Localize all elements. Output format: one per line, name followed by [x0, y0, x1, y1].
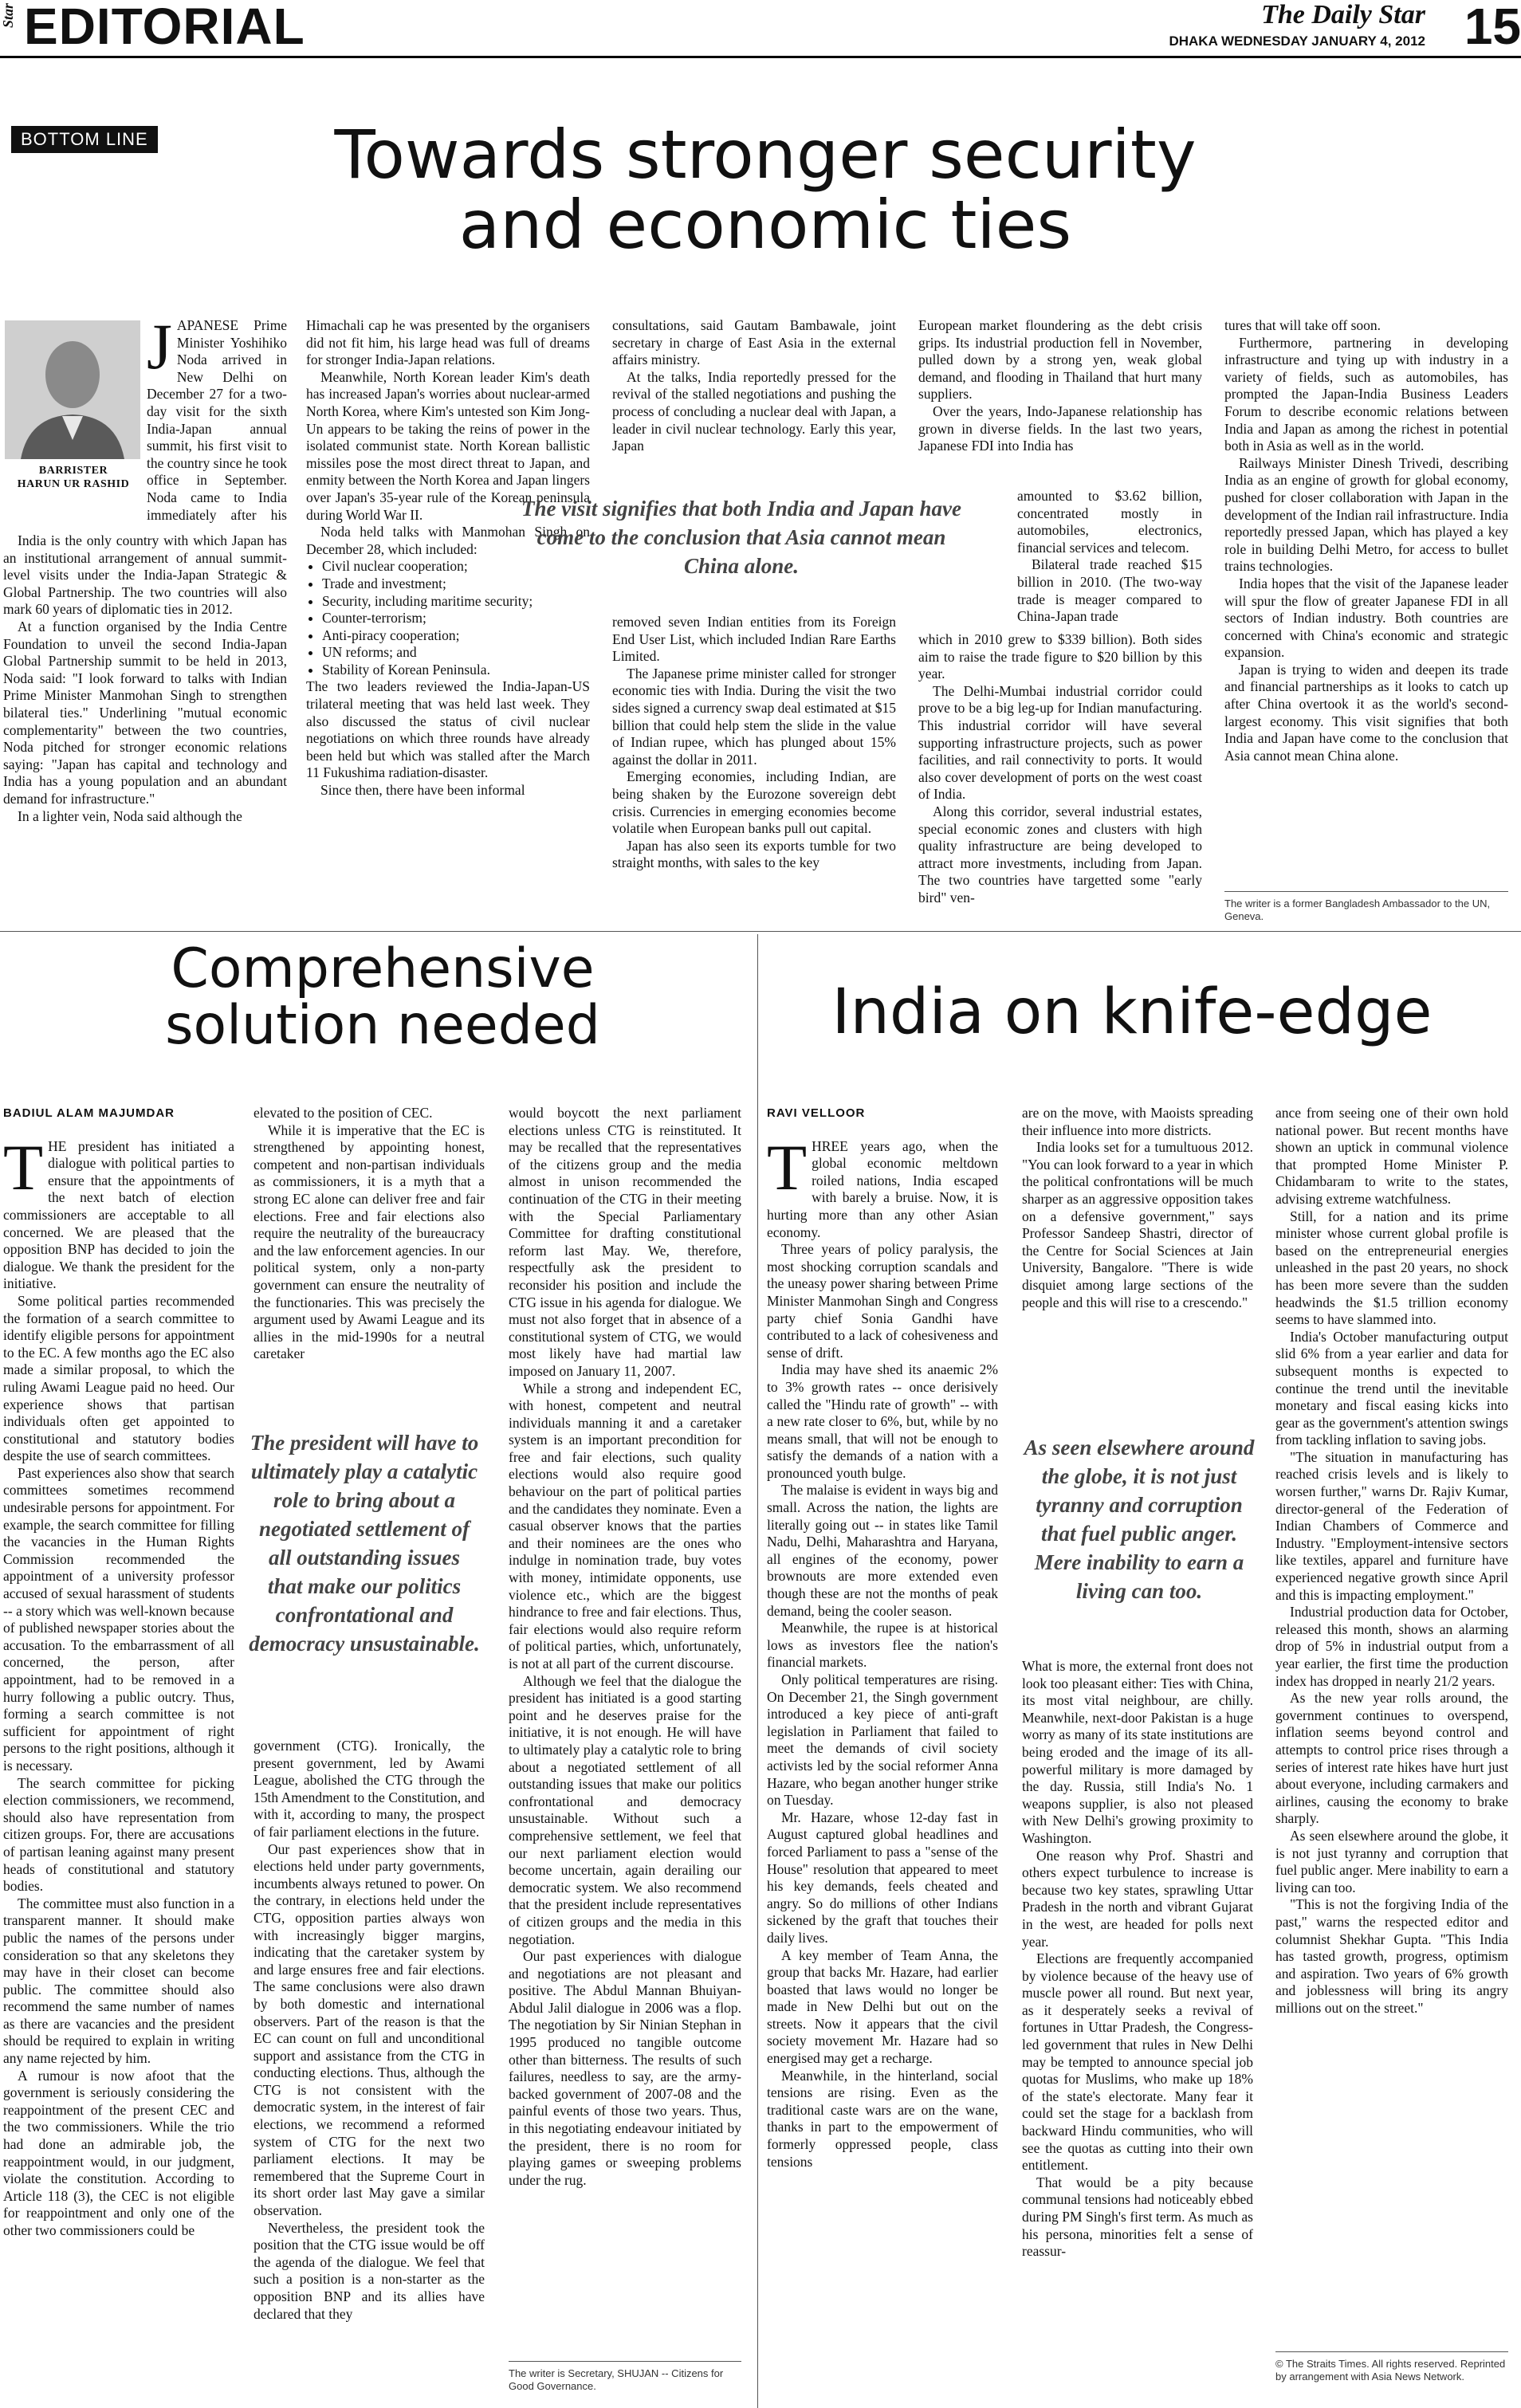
article1-col4-bottom	[918, 631, 1202, 925]
paragraph: European market floundering as the debt crisis grips. Its industrial production fell in November, pulled down by a strong yen, weak global demand, and flooding in Thailand that hurt many suppliers.	[918, 317, 1202, 403]
endnote-rule	[1224, 891, 1508, 892]
paragraph: which in 2010 grew to $339 billion). Both sides aim to raise the trade figure to $20 billion by this year.	[918, 631, 1202, 682]
article3-col1	[767, 1105, 998, 2408]
article2-col2-bottom	[254, 1738, 485, 2408]
article1-col1	[3, 317, 287, 923]
article1-headline: Towards stronger security and economic ties	[334, 116, 1197, 265]
paragraph: The committee must also function in a transparent manner. It should make public the names of the persons under consideration so that any skeletons they may have in their closet can become public. The committee should also recommend the same number of names as there are vacancies and the president should be required to explain in writing any name rejected by him.	[3, 1895, 234, 2067]
paragraph: A key member of Team Anna, the group that backs Mr. Hazare, had earlier boasted that laws would no longer be made in New Delhi but out on the streets. Now it appears that the civil society movement Mr. Hazare had so energised may get a recharge.	[767, 1946, 998, 2067]
article1-col2	[306, 317, 590, 923]
paragraph: At a function organised by the India Centre Foundation to unveil the second India-Japan Global Partnership summit to be held in 2013, Noda said: "I look forward to talks with Indian Prime Minister Manmohan Singh to strengthen bilateral ties." Underlining "mutual economic complementarity" between the two countries, Noda pitched for stronger economic relations saying: "Japan has capital and technology and India has a young population and an abundant demand for infrastructure."	[3, 618, 287, 807]
paragraph: amounted to $3.62 billion, concentrated mostly in automobiles, electronics, financial services and telecom.	[1017, 488, 1202, 556]
paragraph: A rumour is now afoot that the government is seriously considering the reappointment of the present CEC and the two commissioners. While the trio had done an admirable job, the reappointment would, in our judgment, violate the constitution. According to Article 118 (3), the CEC is not eligible for reappointment and only one of the other two commissioners could be	[3, 2067, 234, 2238]
paragraph: HE president has initiated a dialogue with political parties to ensure that the appointments of the next batch of election commissioners are acceptable to all concerned. We are pleased that the opposition BNP has decided to join the dialogue. We thank the president for the initiative.	[3, 1137, 234, 1292]
article2-col3	[509, 1105, 741, 2348]
article1-col4-mid	[1017, 488, 1202, 628]
paragraph: Since then, there have been informal	[320, 782, 525, 799]
list-item: • Counter-terrorism;	[322, 610, 590, 627]
column-divider	[757, 934, 758, 2408]
paragraph: Furthermore, partnering in developing infrastructure and tying up with industry in a variety of fields, such as automobiles, has prompted the Japan-India Business Leaders Forum to describe economic relations between India and Japan as among the richest in potential both in Asia as well as in the world.	[1224, 334, 1508, 454]
star-logo: Star	[0, 3, 16, 29]
paragraph: Elections are frequently accompanied by violence because of the heavy use of muscle power all round. But next year, as it desperately seeks a revival of fortunes in Uttar Pradesh, the Congress-led government that rules in New Delhi may be tempted to announce special job quotas for Muslims, who make up 18% of the state's electorate. Many fear it could set the stage for a backlash from backward Hindu communities, who will see the quotas as cutting into their own entitlement.	[1022, 1950, 1253, 2174]
article3-pullquote: As seen elsewhere around the globe, it is not just tyranny and corruption that fuel public anger. Mere inability to earn a living can too.	[1024, 1436, 1255, 1603]
paragraph: Meanwhile, North Korean leader Kim's death has increased Japan's worries about nuclear-armed North Korea, where Kim's untested son Kim Jong-Un appears to be taking the reins of power in the isolated communist state. North Korean ballistic missiles pose the most direct threat to Japan, and enmity between the North Korea and Japan lingers over Japan's 35-year rule of the Korean peninsula during World War II.	[306, 368, 590, 523]
paper-name: The Daily Star	[1261, 0, 1425, 29]
paragraph: Japan is trying to widen and deepen its trade and financial partnerships as it looks to catch up after China overtook it as the world's second-largest economy. This visit signifies that both India and Japan have come to the conclusion that Asia cannot mean China alone.	[1224, 661, 1508, 764]
endnote-rule	[1275, 2351, 1508, 2352]
paragraph: India looks set for a tumultuous 2012. "You can look forward to a year in which the political confrontations will be much sharper as an aggressive opposition takes on a defensive government," says Professor Sandeep Shastri, director of the Centre for Social Sciences at Jain University, Bangalore. "There is wide disquiet among large sections of the people and this will rise to a crescendo."	[1022, 1139, 1253, 1310]
article1-col3-top	[612, 317, 896, 485]
paragraph: India may have shed its anaemic 2% to 3% growth rates -- once derisively called the "Hindu rate of growth" -- with a new rate closer to 6%, but, while by no means small, that will not be enough to satisfy the demands of a nation with a pronounced youth bulge.	[767, 1361, 998, 1481]
list-item: • UN reforms; and	[322, 644, 590, 662]
paragraph: "The situation in manufacturing has reached crisis levels and is likely to worsen further," warns Dr. Rajiv Kumar, director-general of the Federation of Indian Chambers of Commerce and Industry. "Employment-intensive sectors like textiles, apparel and furniture have experienced negative growth since April and this is impacting employment."	[1275, 1448, 1508, 1603]
article2-col1	[3, 1105, 234, 2408]
paragraph: Industrial production data for October, released this month, shows an alarming drop of 5% in industrial output from a year earlier, the first time the production index has dropped in nearly 21/2 years.	[1275, 1604, 1508, 1689]
paragraph: Along this corridor, several industrial estates, special economic zones and clusters with high quality infrastructure are being developed to attract more investments, including from Japan. The two countries have targetted some "early bird" ven-	[918, 803, 1202, 905]
article3-headline: India on knife-edge	[831, 976, 1433, 1048]
article1-pullquote: The visit signifies that both India and Japan have come to the conclusion that Asia cannot mean China alone.	[521, 497, 962, 578]
list-item: • Anti-piracy cooperation;	[322, 627, 590, 645]
paragraph: While a strong and independent EC, with honest, competent and neutral individuals manning it and a caretaker system is an important precondition for free and fair elections, such quality elections would also require good behaviour on the part of political parties and the candidates they nominate. Even a casual observer knows that the parties and their nominees are the ones who indulge in nomination trade, buy votes with money, intimidate opponents, use violence etc., which are the biggest hindrance to free and fair elections. Thus, fair elections would also require reform of political parties, which, unfortunately, is not at all part of the current discourse.	[509, 1380, 741, 1671]
paragraph: tures that will take off soon.	[1224, 317, 1381, 333]
paragraph: removed seven Indian entities from its Foreign End User List, which included Indian Rare Earths Limited.	[612, 614, 896, 665]
paragraph: What is more, the external front does not look too pleasant either: Ties with China, its most vital neighbour, are chilly. Meanwhile, next-door Pakistan is a huge worry as many of its state institutions are being eroded and the image of its all-powerful military is more damaged by the day. Russia, still India's No. 1 weapons supplier, is also not pleased with New Delhi's growing proximity to Washington.	[1022, 1658, 1253, 1846]
paragraph: ance from seeing one of their own hold national power. But recent months have shown an uptick in communal violence that prompted Home Minister P. Chidambaram to write to the states, advising extreme watchfulness.	[1275, 1105, 1508, 1207]
author-caption-title: BARRISTER	[38, 465, 108, 477]
article3-col2-top	[1022, 1105, 1253, 1408]
article1-endnote: The writer is a former Bangladesh Ambassador to the UN, Geneva.	[1224, 898, 1491, 922]
paragraph: elevated to the position of CEC.	[254, 1105, 433, 1121]
paragraph: One reason why Prof. Shastri and others expect turbulence to increase is because two key states, sprawling Uttar Pradesh in the north and vibrant Gujarat in the west, are headed for polls next year.	[1022, 1847, 1253, 1950]
article3-col2-bottom	[1022, 1658, 1253, 2408]
paragraph: In a lighter vein, Noda said although the	[18, 807, 242, 824]
paragraph: government (CTG). Ironically, the present government, led by Awami League, abolished the CTG through the 15th Amendment to the Constitution, and with it, according to many, the prospect of fair parliament elections in the future.	[254, 1738, 485, 1840]
paragraph: That would be a pity because communal tensions had noticeably ebbed during PM Singh's first term. As much as his persona, minorities felt a sense of reassur-	[1022, 2174, 1253, 2260]
byline: BADIUL ALAM MAJUMDAR	[3, 1106, 175, 1120]
paragraph: Three years of policy paralysis, the most shocking corruption scandals and the uneasy power sharing between Prime Minister Manmohan Singh and Congress party chief Sonia Gandhi have contributed to a lack of cohesiveness and sense of drift.	[767, 1241, 998, 1361]
article2-headline: Comprehensive solution needed	[165, 937, 600, 1058]
paragraph: As the new year rolls around, the government continues to overspend, inflation seems beyond control and attempts to control price rises through a series of interest rate hikes have hurt just about everyone, including carmakers and airlines, causing the economy to brake sharply.	[1275, 1690, 1508, 1827]
paragraph: Railways Minister Dinesh Trivedi, describing India as an engine of growth for global economy, pushed for closer collaboration with Japan in the development of the Indian rail infrastructure. India reportedly pressed Japan, which has played a key role in building Delhi Metro, for access to bullet trains technologies.	[1224, 454, 1508, 575]
paragraph: Himachali cap he was presented by the organisers did not fit him, his large head was full of dreams for stronger India-Japan relations.	[306, 317, 590, 368]
endnote-rule	[509, 2361, 741, 2362]
paragraph: Noda held talks with Manmohan Singh on December 28, which included:	[306, 524, 590, 557]
article1-col4-top	[918, 317, 1202, 485]
paragraph: consultations, said Gautam Bambawale, joint secretary in charge of East Asia in the external affairs ministry.	[612, 317, 896, 368]
paragraph: Meanwhile, in the hinterland, social tensions are rising. Even as the traditional caste wars are on the wane, thanks in part to the empowerment of formerly oppressed people, class tensions	[767, 2067, 998, 2170]
paragraph: India is the only country with which Japan has an institutional arrangement of annual summit-level visits under the India-Japan Strategic & Global Partnership. The two countries will also mark 60 years of diplomatic ties in 2012.	[3, 532, 287, 618]
section-divider	[0, 931, 1521, 932]
paragraph: At the talks, India reportedly pressed for the revival of the stalled negotiations and pushing the process of concluding a nuclear deal with Japan, a leader in civil nuclear technology. Early this year, Japan	[612, 368, 896, 454]
dropcap: T	[3, 1130, 44, 1204]
paragraph: The malaise is evident in ways big and small. Across the nation, the lights are literally going out -- in states like Tamil Nadu, Delhi, Maharashtra and Haryana, all engines of the economy, power brownouts are more extended even though these are not the months of peak demand, being the cooler season.	[767, 1482, 998, 1619]
masthead-rule	[0, 56, 1521, 58]
list-item: • Trade and investment;	[322, 575, 590, 593]
paragraph: HREE years ago, when the global economic meltdown roiled nations, India escaped with barely a bruise. Now, it is hurting more than any other Asian economy.	[767, 1137, 998, 1240]
paragraph: Meanwhile, the rupee is at historical lows as investors flee the nation's financial markets.	[767, 1620, 998, 1671]
paragraph: Our past experiences show that in elections held under party governments, incumbents always retuned to power. On the contrary, in elections held under the CTG, opposition parties always won with increasingly bigger margins, indicating that the caretaker system by and large ensures free and fair elections. The same conclusions were also drawn by both domestic and international observers. Part of the reason is that the EC can count on full and unconditional support and assistance from the CTG in conducting elections. Thus, although the CTG is not consistent with the democratic system, in the interest of fair elections, we recommend a reformed system of CTG for the next two parliament elections. It may be remembered that the Supreme Court in its short order last May gave a similar observation.	[254, 1840, 485, 2219]
kicker-label: BOTTOM LINE	[11, 126, 158, 153]
paragraph: "This is not the forgiving India of the past," warns the respected editor and columnist Shekhar Gupta. "This India has tasted growth, progress, optimism and aspiration. Two years of 6% growth and joblessness will bring its angry millions out on the street."	[1275, 1896, 1508, 2016]
paragraph: While it is imperative that the EC is strengthened by appointing honest, competent and non-partisan individuals as commissioners, it is a myth that a strong EC alone can deliver free and fair elections. Free and fair elections also require the neutrality of the bureaucracy and the law enforcement agencies. In our political system, only a non-party government can ensure the neutrality of the functionaries. This was precisely the argument used by Awami League and its allies in the mid-1990s for a neutral caretaker	[254, 1122, 485, 1362]
article2-pullquote: The president will have to ultimately play a catalytic role to bring about a negotiated settlement of all outstanding issues that make our politics confrontational and democracy unsustainable.	[249, 1431, 480, 1656]
masthead	[0, 0, 1521, 56]
paragraph: Still, for a nation and its prime minister whose current global profile is based on the entrepreneurial energies unleashed in the past 20 years, no shock has been more severe than the sudden headwinds the $1.5 trillion economy seems to have slammed into.	[1275, 1208, 1508, 1328]
article1-col5	[1224, 317, 1508, 875]
paragraph: Japan has also seen its exports tumble for two straight months, with sales to the key	[612, 837, 896, 871]
paragraph: are on the move, with Maoists spreading their influence into more districts.	[1022, 1105, 1253, 1138]
article3-endnote: © The Straits Times. All rights reserved. Reprinted by arrangement with Asia News Network.	[1275, 2358, 1506, 2382]
list-item: • Security, including maritime security;	[322, 593, 590, 611]
paragraph: Past experiences also show that search committees sometimes recommend undesirable persons for appointment. For example, the search committee for filling the vacancies in the Human Rights Commission recommended the appointment of a university professor accused of sexual harassment of students -- a story which was well-known because of published newspaper stories about the accusation. To the embarrassment of all concerned, the person, after appointment, had to be removed in a hurry following a public outcry. Thus, forming a search committee is not sufficient for appointment of right persons to the right positions, although it is necessary.	[3, 1464, 234, 1774]
dropcap: T	[767, 1130, 808, 1204]
paragraph: would boycott the next parliament elections unless CTG is reinstituted. It may be recalled that the representatives of the citizens group and the media almost in unison recommended the continuation of the CTG in their meeting with the Special Parliamentary Committee for drafting constitutional reform last May. We, therefore, respectfully ask the president to reconsider his position and include the CTG issue in his agenda for dialogue. We must not also forget that in absence of a constitutional system of CTG, we would most likely have had martial law imposed on January 11, 2007.	[509, 1105, 741, 1379]
paragraph: Mr. Hazare, whose 12-day fast in August captured global headlines and forced Parliament to pass a "sense of the House" resolution that appeared to meet his key demands, feels cheated and angry. So do millions of other Indians sickened by the graft that touches their daily lives.	[767, 1809, 998, 1946]
paragraph: India hopes that the visit of the Japanese leader will spur the flow of greater Japanese FDI in all sectors of Indian industry. Both countries are concerned with China's economic and strategic expansion.	[1224, 575, 1508, 661]
paragraph: Some political parties recommended the formation of a search committee to identify eligible persons for appointment to the EC. A few months ago the EC also made a similar proposal, to which the ruling Awami League paid no heed. Our experience shows that partisan individuals often get appointed to constitutional and statutory bodies despite the use of search committees.	[3, 1292, 234, 1464]
dropcap: J	[147, 317, 172, 383]
article2-endnote: The writer is Secretary, SHUJAN -- Citizens for Good Governance.	[509, 2367, 724, 2392]
article3-col3	[1275, 1105, 1508, 2340]
paragraph: APANESE Prime Minister Yoshihiko Noda arrived in New Delhi on December 27 for a two-day visit for the sixth India-Japan annual summit, his first visit to the country since he took office in September. Noda came to India immediately after his	[147, 317, 287, 523]
paragraph: Only political temperatures are rising. On December 21, the Singh government introduced a key piece of anti-graft legislation in Parliament that failed to meet the demands of civil society activists led by the social reformer Anna Hazare, who began another hunger strike on Tuesday.	[767, 1671, 998, 1809]
paragraph: India's October manufacturing output slid 6% from a year earlier and data for subsequent months is expected to continue the trend until the inevitable monetary and fiscal easing kicks into gear as the government's attention swings from tackling inflation to saving jobs.	[1275, 1328, 1508, 1448]
section-title: EDITORIAL	[24, 0, 305, 55]
paragraph: As seen elsewhere around the globe, it is not just tyranny and corruption that fuel public anger. Mere inability to earn a living can too.	[1275, 1827, 1508, 1895]
paragraph: Although we feel that the dialogue the president has initiated is a good starting point and he deserves praise for the initiative, it is not enough. He will have to ultimately play a catalytic role to bring about a negotiated settlement of all outstanding issues that make our politics confrontational and democracy unsustainable. Without such a comprehensive settlement, we feel that our next parliament election would become uncertain, again derailing our democratic system. We also recommend that the president include representatives of citizen groups and the media in this negotiation.	[509, 1672, 741, 1947]
article2-col2-top	[254, 1105, 485, 1408]
paragraph: The two leaders reviewed the India-Japan-US trilateral meeting that was held last week. They also discussed the status of civil nuclear negotiations on which three rounds have already been held but which was stalled after the March 11 Fukushima radiation-disaster.	[306, 678, 590, 781]
list-item: • Stability of Korean Peninsula.	[322, 662, 590, 679]
byline: RAVI VELLOOR	[767, 1106, 866, 1120]
paragraph: Our past experiences with dialogue and negotiations are not pleasant and positive. The Abdul Mannan Bhuiyan-Abdul Jalil dialogue in 2006 was a flop. The negotiation by Sir Ninian Stephan in 1995 produced no tangible outcome other than bitterness. The results of such failures, needless to say, are the army-backed government of 2007-08 and the painful events of those two years. Thus, in this negotiating endeavour initiated by the president, there is no room for playing games or sweeping problems under the rug.	[509, 1948, 741, 2188]
paragraph: Bilateral trade reached $15 billion in 2010. (The two-way trade is meager compared to China-Japan trade	[1017, 556, 1202, 625]
author-caption-name: HARUN UR RASHID	[17, 478, 130, 490]
paragraph: Nevertheless, the president took the position that the CTG issue would be off the agenda of the dialogue. We feel that such a position is a non-starter as the opposition BNP and its allies have declared that they	[254, 2219, 485, 2322]
list-item: • Civil nuclear cooperation;	[322, 558, 590, 575]
paragraph: Emerging economies, including Indian, are being shaken by the Eurozone sovereign debt crisis. Currencies in emerging economies become volatile when European banks pull out capital.	[612, 768, 896, 837]
dateline: DHAKA WEDNESDAY JANUARY 4, 2012	[1169, 33, 1425, 49]
page-number: 15	[1464, 0, 1521, 55]
paragraph: The Delhi-Mumbai industrial corridor could prove to be a big leg-up for Indian manufacturing. This industrial corridor will have several supporting infrastructure projects, such as power facilities, and rail connectivity to ports. It would also cover development of ports on the west coast of India.	[918, 682, 1202, 803]
paragraph: The Japanese prime minister called for stronger economic ties with India. During the visit the two sides signed a currency swap deal estimated at $15 billion that could help stem the slide in the value of Indian rupee, which has plunged about 15% against the dollar in 2011.	[612, 665, 896, 768]
paragraph: The search committee for picking election commissioners, we recommend, should also have representation from citizen groups. For, there are accusations of partisan leaning against many present heads of constitutional and statutory bodies.	[3, 1774, 234, 1895]
article1-col3-bottom	[612, 614, 896, 925]
paragraph: Over the years, Indo-Japanese relationship has grown in diverse fields. In the last two years, Japanese FDI into India has	[918, 403, 1202, 454]
